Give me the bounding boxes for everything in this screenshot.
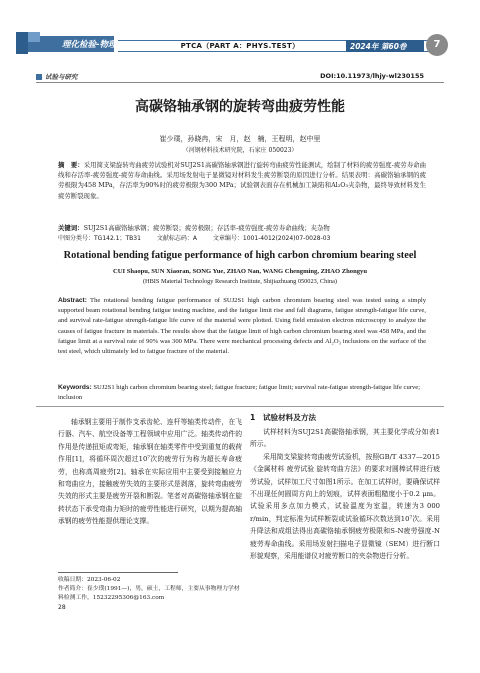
section-tag <box>36 72 78 81</box>
section-tag-text: 试验与研究 <box>45 73 78 81</box>
abstract-en-label: Abstract: <box>58 297 87 304</box>
issue-number-badge: 7 <box>426 34 448 56</box>
intro-paragraph: 轴承钢主要用于制作支承齿轮、连杆等轴类传动件，在飞行器、汽车、航空设备等工程领域中应用广泛。轴类传动件的作用是传递扭矩或弯矩，轴承钢在轴类零件中受到重复的载荷作用[1]，将循环周次超过10⁷次的疲劳行为称为超长寿命疲劳，也称高周疲劳[2]。轴承在实际应用中主要受到接触应力和弯曲应力，接触疲劳失效的主要形式是剥落，旋转弯曲疲劳失效的形式主要是疲劳开裂和断裂。笔者对高碳铬轴承钢在旋转状态下承受弯曲力矩时的疲劳性能进行研究，以期为提高轴承钢的疲劳性能提供理论支撑。 <box>58 418 242 526</box>
authors-cn: 崔少璞，孙晓冉，宋 月，赵 楠，王程明，赵中里 <box>159 135 321 143</box>
clc-number: 中图分类号：TG142.1；TB31 <box>58 235 141 242</box>
section-1-paragraph-2: 采用简支梁旋转弯曲疲劳试验机，按照GB/T 4337—2015《金属材料 疲劳试验 旋转弯曲方法》的要求对圆棒试样进行疲劳试验，试样加工尺寸如图1所示。在加工试样时，要确保试样不出现任何圆周方向上的划痕，试样表面粗糙度小于0.2 μm。试验采用多点加力模式，试验温度为室温，转速为3 000 r/min，判定标准为试样断裂或试验循环次数达到10⁷次。采用升降法和成组法得出高碳铬轴承钢疲劳极限和S-N疲劳强度-N疲劳寿命曲线。采用场发射扫描电子显微镜（SEM）进行断口形貌观察，采用能谱仪对疲劳断口的夹杂物进行分析。 <box>250 452 440 561</box>
keywords-en <box>58 383 426 403</box>
abstract-en <box>58 296 426 357</box>
issue-label: 2024年 第60卷 <box>350 42 407 51</box>
doi[interactable]: DOI:10.11973/lhjy-wl230155 <box>320 72 424 80</box>
author-bio: 作者简介：崔少璞(1991—)，男，硕士，工程师，主要从事物理力学材料检测工作，15232295306@163.com <box>58 586 240 602</box>
abstract-divider <box>36 406 444 407</box>
section-marker-icon <box>36 74 42 80</box>
classification-row <box>58 233 426 242</box>
received-date: 收稿日期：2023-06-02 <box>58 577 121 583</box>
article-number: 文章编号：1001-4012(2024)07-0028-03 <box>212 235 331 242</box>
affiliation-cn: （河钢材料技术研究院，石家庄 050023） <box>182 147 298 154</box>
abstract-cn-text: 采用简支梁旋转弯曲疲劳试验机对SUJ2S1高碳铬轴承钢进行旋转弯曲疲劳性能测试，绘制了材料的疲劳强度-疲劳寿命曲线和存活率-疲劳强度-疲劳寿命曲线。采用场发射电子显微镜对材料发生疲劳断裂的原因进行分析。结果表明：高碳铬轴承钢的疲劳极限为458 MPa，存活率为90%时的疲劳极限为300 MPa；试验钢表面存在机械加工缺陷和Al₂O₃夹杂物，最终导致材料发生疲劳断裂现象。 <box>58 161 426 200</box>
footnote <box>58 576 242 604</box>
article-title-en: Rotational bending fatigue performance of high carbon chromium bearing steel <box>63 250 417 261</box>
journal-name: 理化检验-物理分册 <box>62 40 134 50</box>
journal-series: PTCA（PART A：PHYS.TEST） <box>180 42 300 50</box>
authors-en: CUI Shaopu, SUN Xiaoran, SONG Yue, ZHAO Nan, WANG Chengming, ZHAO Zhongyu <box>112 268 368 275</box>
section-1-heading: 1 试验材料及方法 <box>250 413 317 422</box>
abstract-cn-label: 摘 要： <box>58 161 84 169</box>
keywords-en-label: Keywords: <box>58 384 92 391</box>
journal-header <box>0 0 480 58</box>
keywords-cn-text: SUJ2S1高碳铬轴承钢；疲劳断裂；疲劳极限；存活率-疲劳强度-疲劳寿命曲线；夹杂物 <box>83 224 330 232</box>
footnote-divider <box>58 572 178 573</box>
keywords-cn <box>58 223 426 233</box>
page-number: 28 <box>58 604 66 611</box>
section-1 <box>250 412 440 562</box>
affiliation-en: (HBIS Material Technology Research Institute, Shijiazhuang 050023, China) <box>142 278 338 285</box>
keywords-en-text: SUJ2S1 high carbon chromium bearing steel; fatigue fracture; fatigue limit; survival rate-fatigue strength-fatigue life curve; inclusion <box>58 384 421 401</box>
abstract-cn <box>58 160 426 201</box>
header-divider <box>36 82 444 83</box>
section-1-paragraph-1: 试样材料为SUJ2S1高碳铬轴承钢，其主要化学成分如表1所示。 <box>250 428 440 449</box>
abstract-en-text: The rotational bending fatigue performance of SUJ2S1 high carbon chromium bearing steel was tested using a simply supported beam rotational bending fatigue testing machine, and the fatigue limit rise and fall diagrams, fatigue strength-fatigue life curve, and survival rate-fatigue strength-fatigue life curve of the material were plotted. Using field emission electron microscopy to analyze the causes of fatigue fracture in materials. The results show that the fatigue limit of high carbon chromium bearing steel was 458 MPa, and the fatigue limit at a survival rate of 90% was 300 MPa. There were mechanical processing defects and Al₂O₃ inclusions on the surface of the test steel, which ultimately led to fatigue fracture of the material. <box>58 297 426 356</box>
article-title-cn: 高碳铬轴承钢的旋转弯曲疲劳性能 <box>135 99 345 115</box>
keywords-cn-label: 关键词： <box>58 224 84 232</box>
document-code: 文献标志码：A <box>156 235 197 242</box>
